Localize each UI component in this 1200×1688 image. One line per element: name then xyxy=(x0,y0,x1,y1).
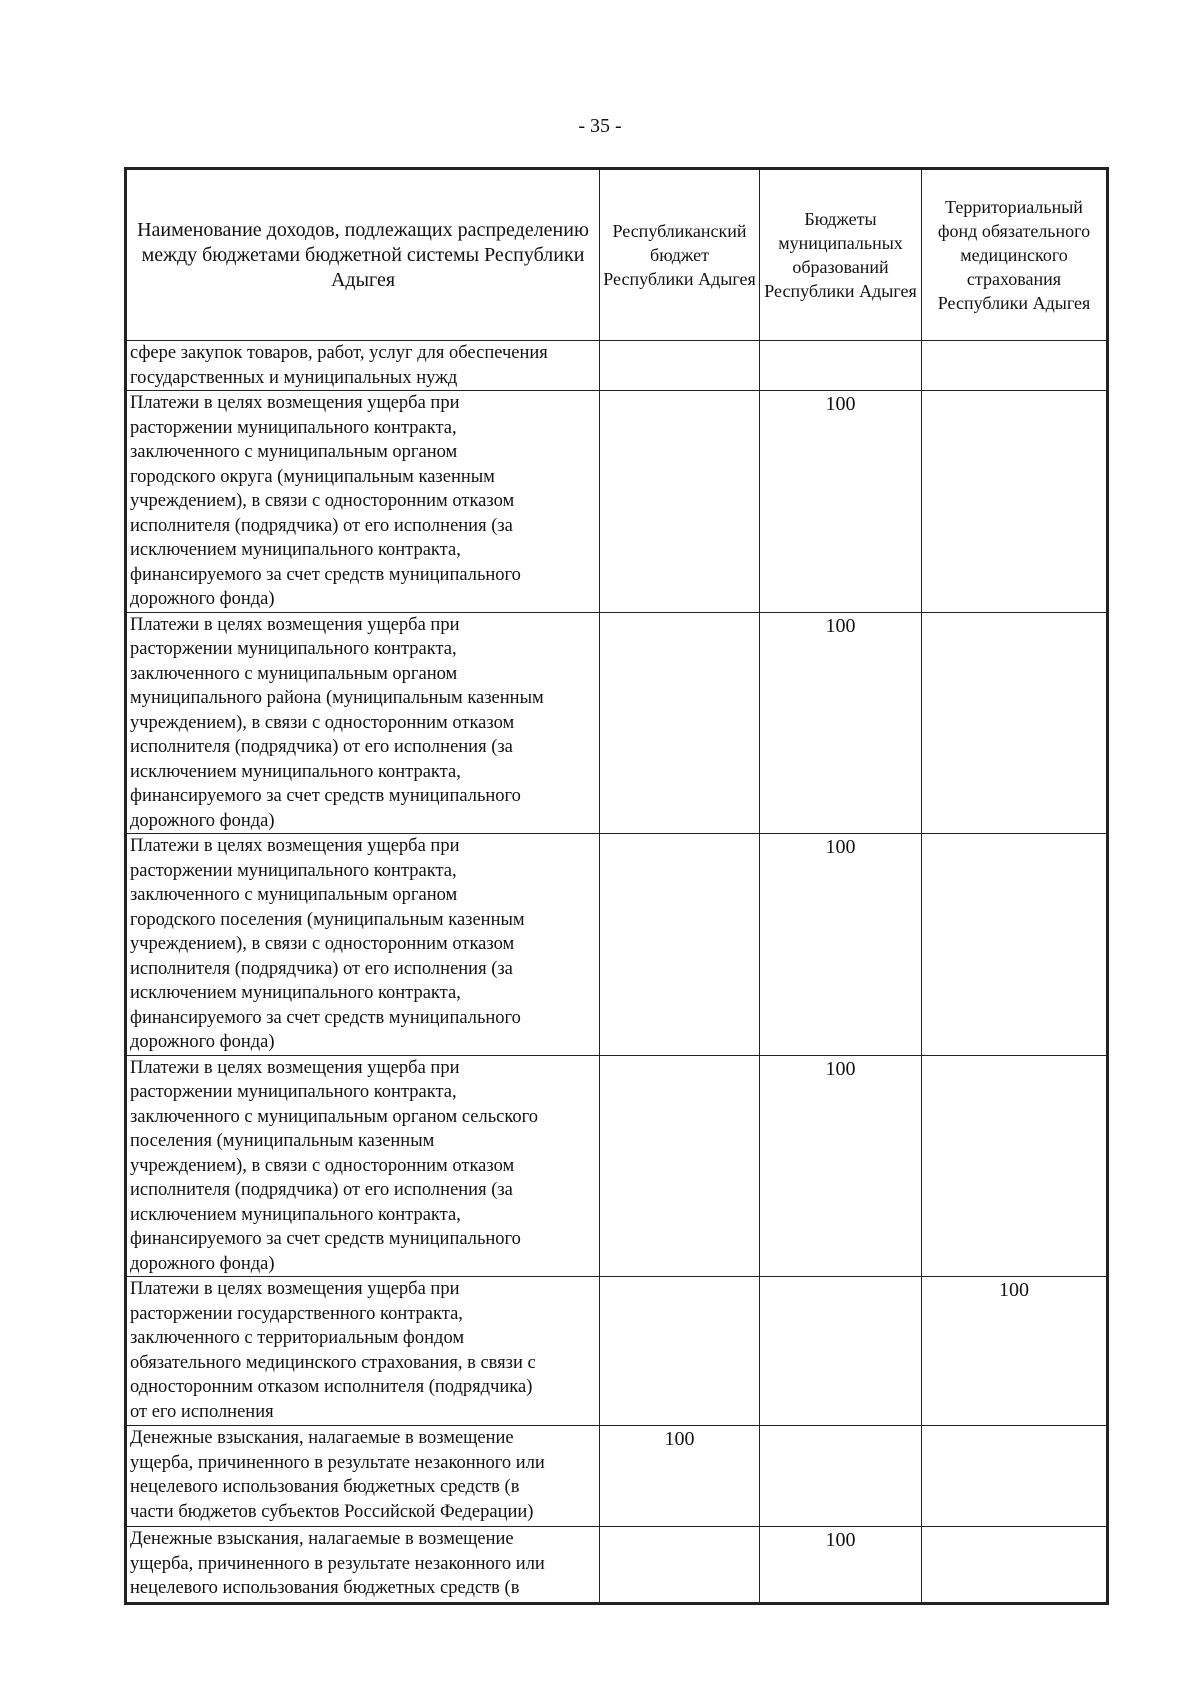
municipal-value-cell: 100 xyxy=(760,834,922,1056)
table-row xyxy=(126,1055,1108,1277)
header-municipal-budgets: Бюджеты муниципальных образований Республики Адыгея xyxy=(760,169,922,341)
table-row xyxy=(126,1527,1108,1604)
revenue-distribution-table xyxy=(124,167,1109,1605)
income-name-text: Платежи в целях возмещения ущерба при расторжении муниципального контракта, заключенного с муниципальным органом муниципального района (муниципальным казенным учреждением), в связи с односторонним отказом исполнителя (подрядчика) от его исполнения (за исключением муниципального контракта, финансируемого за счет средств муниципального дорожного фонда) xyxy=(130,614,544,831)
republic-value-cell: 100 xyxy=(600,1426,760,1527)
municipal-value-cell: 100 xyxy=(760,1527,922,1604)
header-income-name: Наименование доходов, подлежащих распределению между бюджетами бюджетной системы Республики Адыгея xyxy=(126,169,600,341)
income-name-text: Платежи в целях возмещения ущерба при расторжении государственного контракта, заключенного с территориальным фондом обязательного медицинского страхования, в связи с односторонним отказом исполнителя (подрядчика) от его исполнения xyxy=(130,1279,536,1422)
republic-value-cell xyxy=(600,341,760,391)
income-name-text: Денежные взыскания, налагаемые в возмещение ущерба, причиненного в результате незаконного или нецелевого использования бюджетных средств (в части бюджетов субъектов Российской Федерации) xyxy=(130,1428,545,1522)
table-row xyxy=(126,834,1108,1056)
republic-value-cell xyxy=(600,612,760,834)
fund-value-cell xyxy=(922,391,1108,613)
table-header-row xyxy=(126,169,1108,341)
income-name-cell xyxy=(126,834,600,1056)
table-row xyxy=(126,612,1108,834)
republic-value-cell xyxy=(600,1277,760,1426)
income-name-text: Денежные взыскания, налагаемые в возмещение ущерба, причиненного в результате незаконного или нецелевого использования бюджетных средств (в xyxy=(130,1529,545,1598)
municipal-value-cell xyxy=(760,341,922,391)
page-number: - 35 - xyxy=(578,115,622,137)
income-name-text: Платежи в целях возмещения ущерба при расторжении муниципального контракта, заключенного с муниципальным органом городского поселения (муниципальным казенным учреждением), в связи с односторонним отказом исполнителя (подрядчика) от его исполнения (за исключением муниципального контракта, финансируемого за счет средств муниципального дорожного фонда) xyxy=(130,836,525,1052)
republic-value-cell xyxy=(600,1527,760,1604)
income-name-cell xyxy=(126,1426,600,1527)
income-name-cell xyxy=(126,391,600,613)
income-name-cell xyxy=(126,612,600,834)
municipal-value-cell: 100 xyxy=(760,391,922,613)
fund-value-cell: 100 xyxy=(922,1277,1108,1426)
fund-value-cell xyxy=(922,1055,1108,1277)
republic-value-cell xyxy=(600,1055,760,1277)
income-name-cell xyxy=(126,1055,600,1277)
municipal-value-cell xyxy=(760,1426,922,1527)
income-name-cell xyxy=(126,1277,600,1426)
fund-value-cell xyxy=(922,834,1108,1056)
income-name-cell xyxy=(126,1527,600,1604)
fund-value-cell xyxy=(922,341,1108,391)
municipal-value-cell xyxy=(760,1277,922,1426)
fund-value-cell xyxy=(922,612,1108,834)
table-row xyxy=(126,341,1108,391)
table-row xyxy=(126,1277,1108,1426)
republic-value-cell xyxy=(600,391,760,613)
income-name-cell xyxy=(126,341,600,391)
table-row xyxy=(126,1426,1108,1527)
income-name-text: Платежи в целях возмещения ущерба при расторжении муниципального контракта, заключенного с муниципальным органом сельского поселения (муниципальным казенным учреждением), в связи с односторонним отказом исполнителя (подрядчика) от его исполнения (за исключением муниципального контракта, финансируемого за счет средств муниципального дорожного фонда) xyxy=(130,1057,539,1274)
header-territorial-fund: Территориальный фонд обязательного медицинского страхования Республики Адыгея xyxy=(922,169,1108,341)
income-name-text: сфере закупок товаров, работ, услуг для обеспечения государственных и муниципальных нужд xyxy=(130,343,548,388)
fund-value-cell xyxy=(922,1426,1108,1527)
income-name-text: Платежи в целях возмещения ущерба при расторжении муниципального контракта, заключенного с муниципальным органом городского округа (муниципальным казенным учреждением), в связи с односторонним отказом исполнителя (подрядчика) от его исполнения (за исключением муниципального контракта, финансируемого за счет средств муниципального дорожного фонда) xyxy=(130,393,521,609)
municipal-value-cell: 100 xyxy=(760,1055,922,1277)
republic-value-cell xyxy=(600,834,760,1056)
fund-value-cell xyxy=(922,1527,1108,1604)
header-republic-budget: Республиканский бюджет Республики Адыгея xyxy=(600,169,760,341)
table-row xyxy=(126,391,1108,613)
municipal-value-cell: 100 xyxy=(760,612,922,834)
